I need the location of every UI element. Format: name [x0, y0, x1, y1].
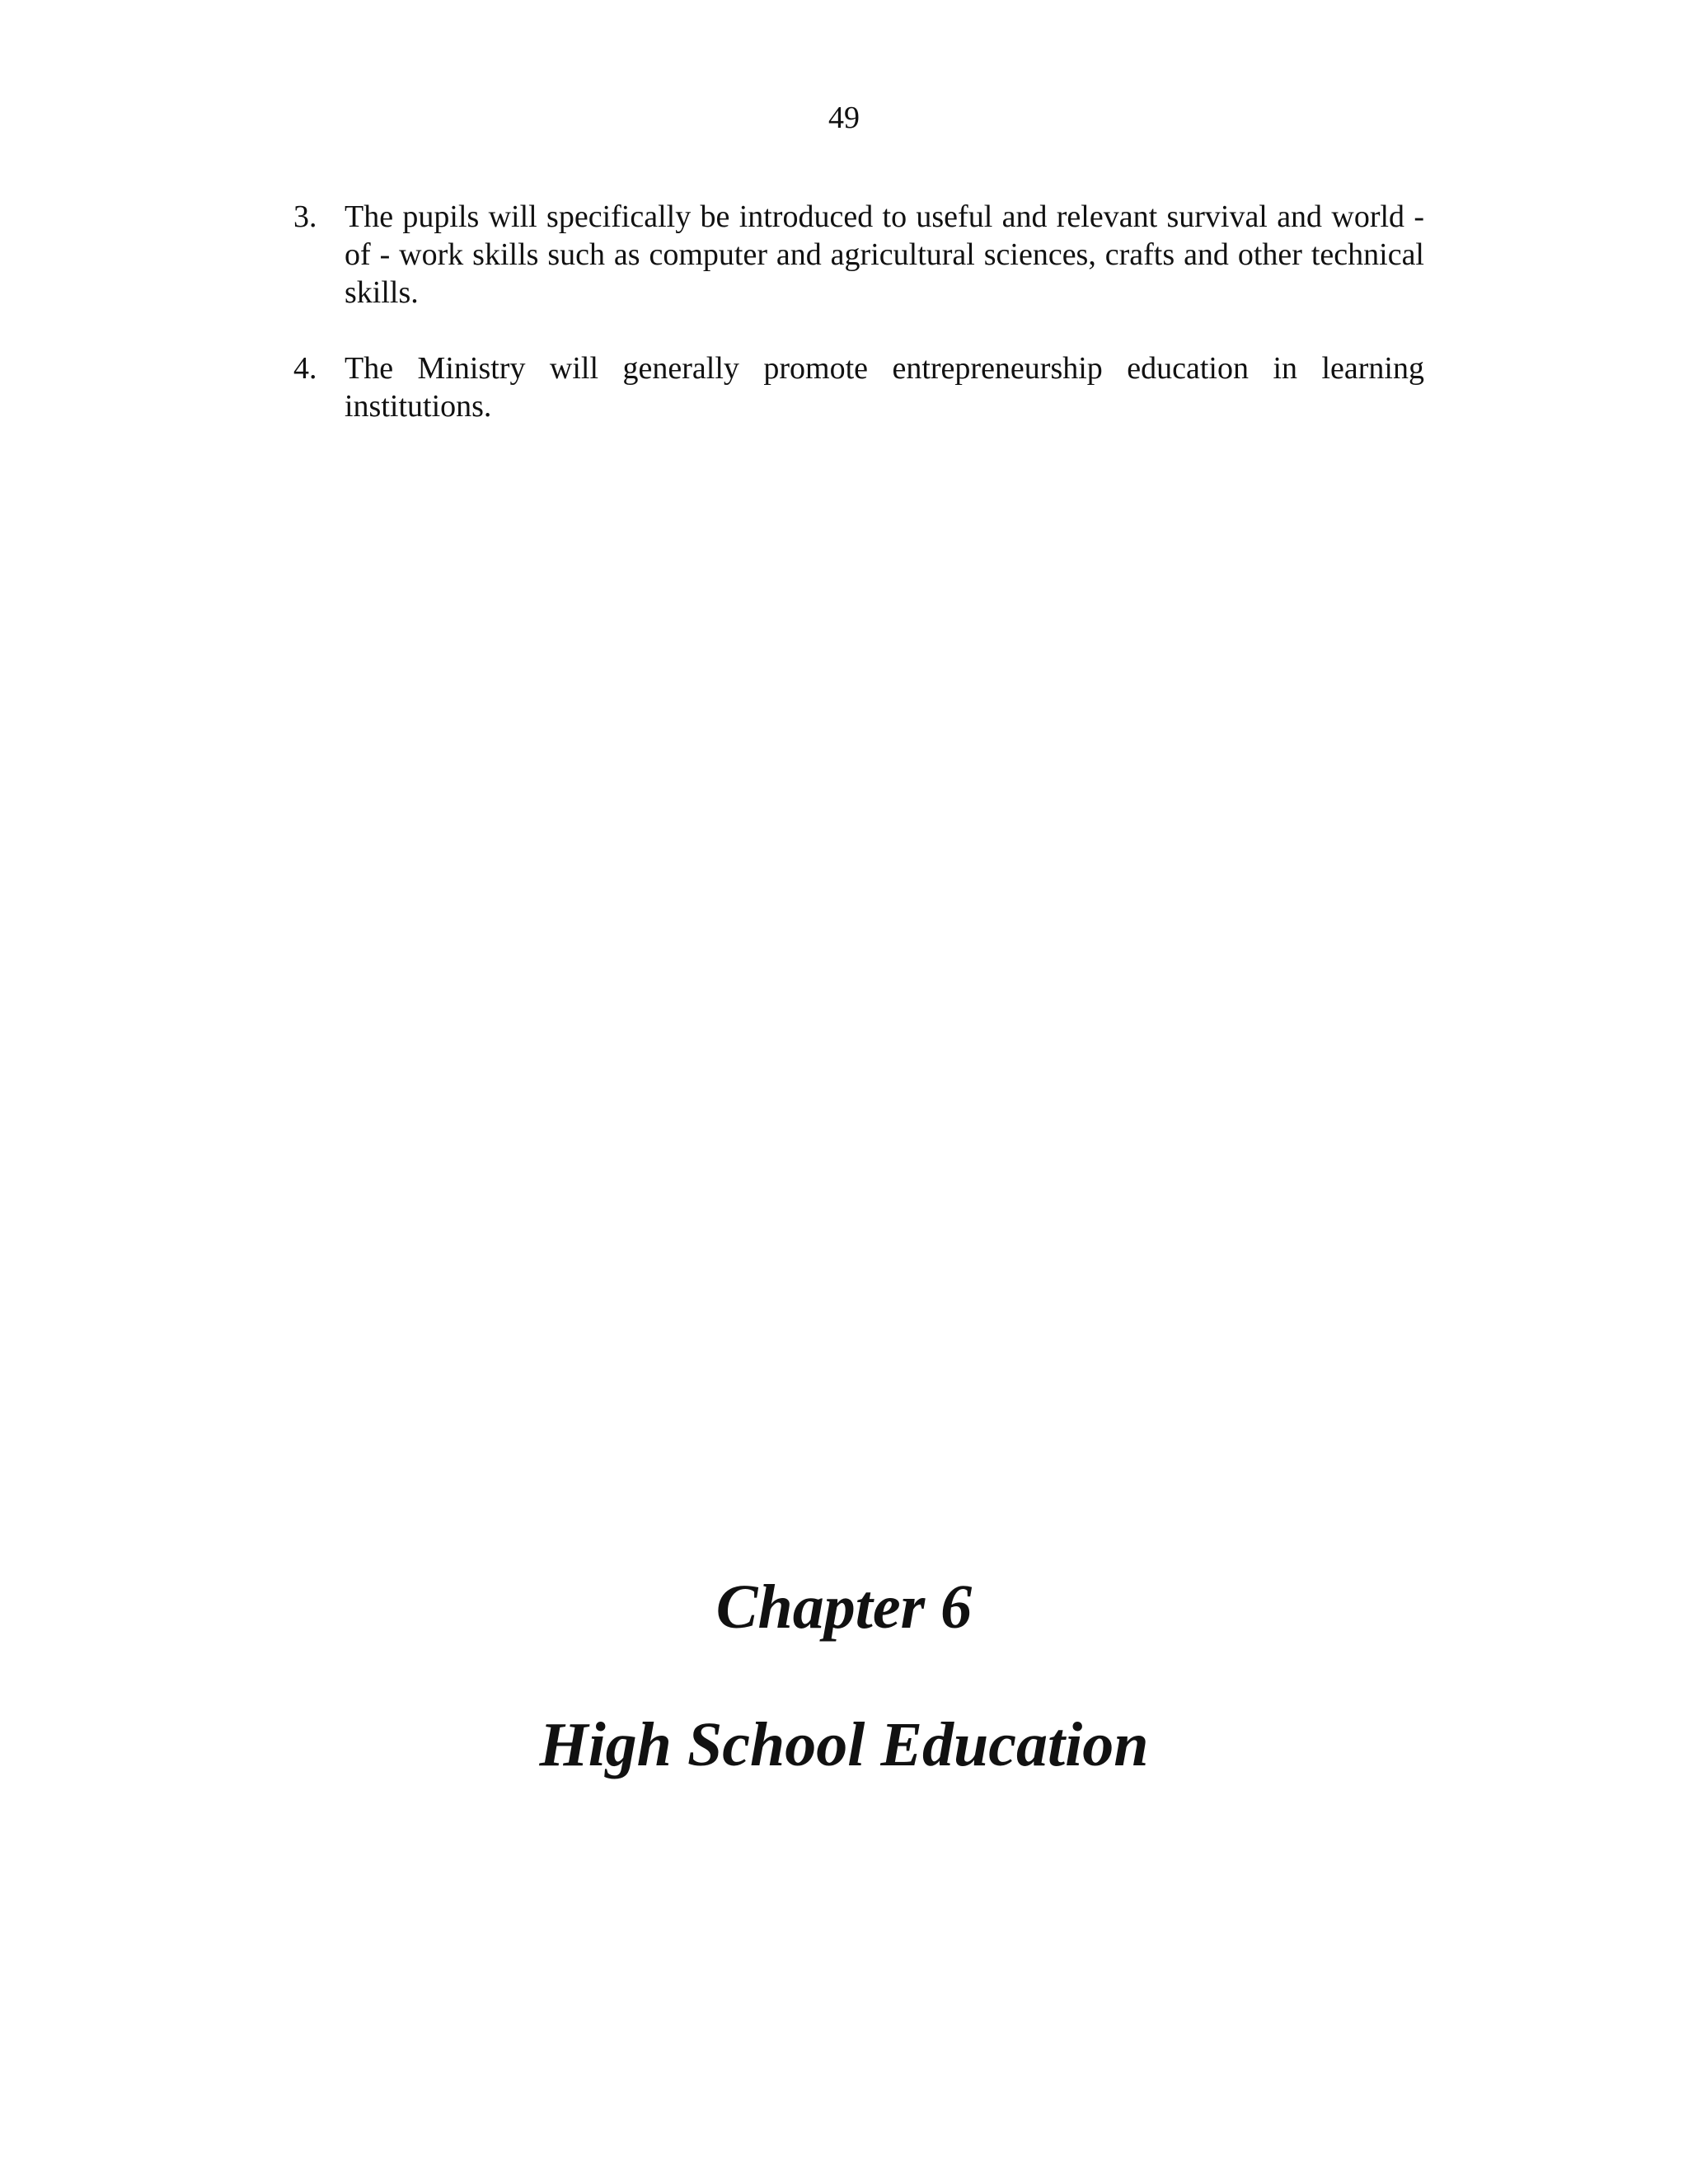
numbered-list [293, 198, 1424, 463]
list-item-text: The pupils will specifically be introduced to useful and relevant survival and world - of - work skills such as computer and agricultural sciences, crafts and other technical skills. [345, 199, 1424, 310]
list-item [293, 198, 1424, 312]
list-item-text: The Ministry will generally promote entrepreneurship education in learning institutions. [345, 351, 1424, 424]
list-item [293, 349, 1424, 425]
chapter-title: Chapter 6 [715, 1572, 973, 1642]
chapter-subtitle: High School Education [539, 1710, 1149, 1779]
page-number: 49 [828, 101, 860, 135]
list-item-number: 3. [293, 199, 317, 234]
list-item-number: 4. [293, 351, 317, 386]
